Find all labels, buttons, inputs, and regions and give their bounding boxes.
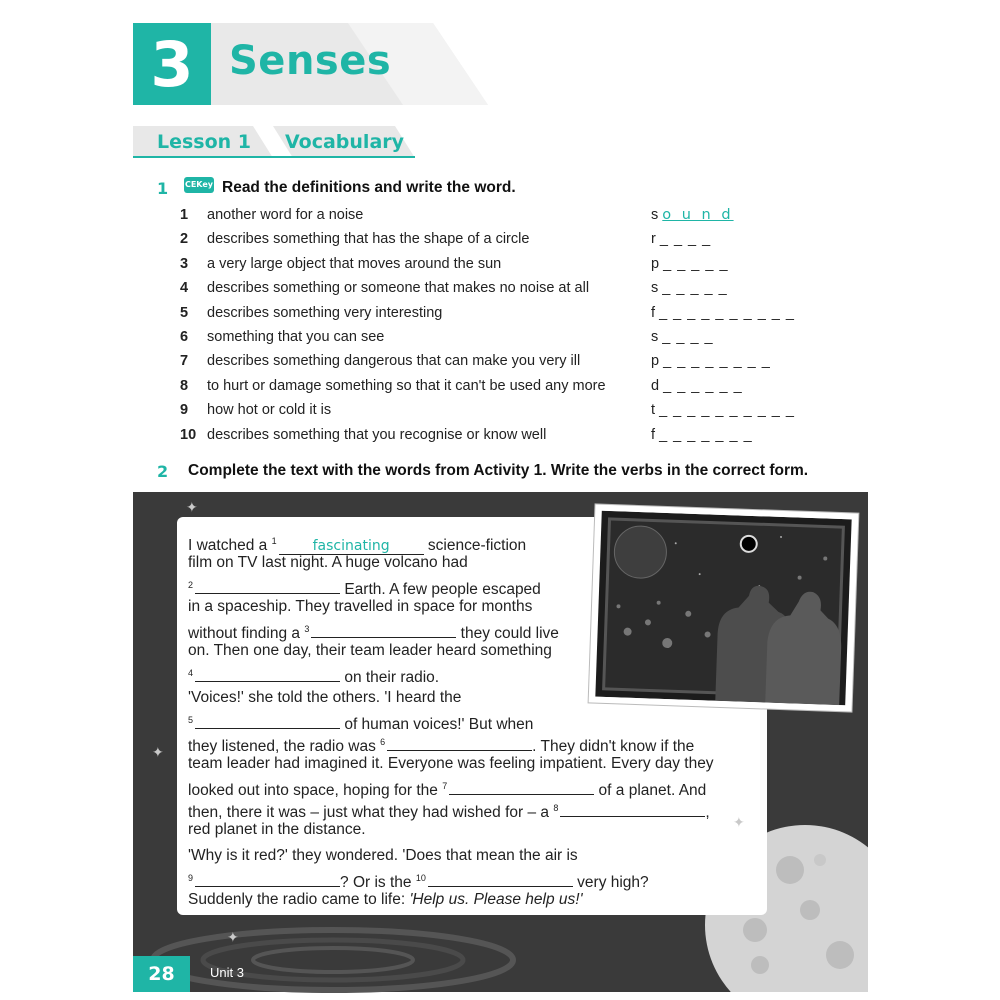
answer-field[interactable] xyxy=(651,427,753,449)
story-text-segment: team leader had imagined it. Everyone was feeling impatient. Every day they xyxy=(188,755,714,772)
activity-2-instruction: Complete the text with the words from Activity 1. Write the verbs in the correct form. xyxy=(188,462,809,479)
story-line xyxy=(188,596,532,618)
definition-item xyxy=(180,353,650,375)
story-line xyxy=(188,662,439,689)
answer-first-letter: p xyxy=(651,353,660,369)
lesson-label: Lesson 1 xyxy=(157,131,252,153)
story-line xyxy=(188,640,552,662)
item-number: 9 xyxy=(180,402,189,418)
answer-field[interactable] xyxy=(651,280,728,302)
unit-number: 3 xyxy=(150,28,194,101)
answer-first-letter: r xyxy=(651,231,656,247)
item-definition: describes something dangerous that can make you very ill xyxy=(207,353,581,369)
story-text-segment: ? Or is the xyxy=(340,874,412,891)
sparkle-icon: ✦ xyxy=(186,500,198,516)
gap-number: 6 xyxy=(380,737,386,747)
item-definition: to hurt or damage something so that it can't be used any more xyxy=(207,378,606,394)
gap-number: 8 xyxy=(553,803,559,813)
item-number: 4 xyxy=(180,280,189,296)
answer-blanks: _ _ _ _ _ _ _ _ _ _ xyxy=(659,402,795,418)
answer-blank-10[interactable] xyxy=(428,872,573,887)
item-definition: describes something that has the shape of a circle xyxy=(207,231,530,247)
answer-field[interactable] xyxy=(651,378,743,400)
gap-number: 3 xyxy=(304,624,310,634)
story-line xyxy=(188,753,714,775)
gap-number: 1 xyxy=(271,536,277,546)
answer-blanks: _ _ _ _ xyxy=(662,329,714,345)
answer-blank-3[interactable] xyxy=(311,623,456,638)
story-text-segment: without finding a xyxy=(188,625,301,642)
answer-first-letter: s xyxy=(651,329,659,345)
story-text-segment: red planet in the distance. xyxy=(188,821,366,838)
story-text-segment: on their radio. xyxy=(344,669,440,686)
definition-item xyxy=(180,427,650,449)
answer-blank-2[interactable] xyxy=(195,579,340,594)
item-definition: describes something that you recognise or know well xyxy=(207,427,547,443)
page-number: 28 xyxy=(133,956,190,992)
story-text-segment: 'Voices!' she told the others. 'I heard the xyxy=(188,689,462,706)
footer-unit-label: Unit 3 xyxy=(210,965,244,980)
answer-blanks: _ _ _ _ xyxy=(659,231,712,247)
answer-first-letter: f xyxy=(651,305,656,321)
answer-first-letter: t xyxy=(651,402,656,418)
answer-filled: o u n d xyxy=(662,207,734,223)
answer-field[interactable] xyxy=(651,207,734,229)
answer-blank-6[interactable] xyxy=(387,736,532,751)
ce-key-badge: CEKey xyxy=(184,177,214,193)
answer-first-letter: d xyxy=(651,378,660,394)
galaxy-swirl-decoration xyxy=(133,905,533,995)
item-number: 1 xyxy=(180,207,189,223)
activity-1-instruction: Read the definitions and write the word. xyxy=(222,179,516,196)
sparkle-icon: ✦ xyxy=(733,815,745,831)
gap-number: 7 xyxy=(442,781,448,791)
item-number: 8 xyxy=(180,378,189,394)
story-text-segment: in a spaceship. They travelled in space for months xyxy=(188,598,533,615)
answer-field[interactable] xyxy=(651,256,729,278)
answer-field[interactable] xyxy=(651,305,795,327)
story-line xyxy=(188,845,578,867)
answer-field[interactable] xyxy=(651,231,711,253)
answer-blanks: _ _ _ _ _ xyxy=(663,256,729,272)
answer-blank-7[interactable] xyxy=(449,780,594,795)
definition-item xyxy=(180,207,650,229)
item-number: 10 xyxy=(180,427,197,443)
story-line xyxy=(188,889,583,911)
story-line xyxy=(188,552,468,574)
item-number: 2 xyxy=(180,231,189,247)
definition-item xyxy=(180,378,650,400)
answer-field[interactable] xyxy=(651,402,795,424)
gap-number: 5 xyxy=(188,715,194,725)
story-text-segment: they listened, the radio was xyxy=(188,738,376,755)
story-text-segment: they could live xyxy=(460,625,559,642)
definition-item xyxy=(180,329,650,351)
answer-first-letter: f xyxy=(651,427,656,443)
story-line xyxy=(188,687,461,709)
answer-field[interactable] xyxy=(651,353,771,375)
answer-blanks: _ _ _ _ _ _ xyxy=(663,378,743,394)
story-text-segment: . They didn't know if the xyxy=(532,738,695,755)
story-text-segment: very high? xyxy=(577,874,649,891)
answer-first-letter: s xyxy=(651,280,659,296)
answer-blank-9[interactable] xyxy=(195,872,340,887)
unit-title: Senses xyxy=(229,38,392,84)
story-text-segment: Suddenly the radio came to life: xyxy=(188,891,406,908)
item-definition: a very large object that moves around the sun xyxy=(207,256,502,272)
story-text-segment: looked out into space, hoping for the xyxy=(188,782,438,799)
story-text-segment: then, there it was – just what they had wished for – a xyxy=(188,804,550,821)
item-definition: how hot or cold it is xyxy=(207,402,332,418)
story-text-segment: of a planet. And xyxy=(598,782,707,799)
gap-number: 2 xyxy=(188,580,194,590)
story-text-segment: film on TV last night. A huge volcano had xyxy=(188,554,468,571)
definition-item xyxy=(180,305,650,327)
answer-blank-1[interactable]: fascinating xyxy=(279,538,424,555)
story-line xyxy=(188,819,366,841)
story-text-segment: , xyxy=(705,804,710,821)
item-definition: something that you can see xyxy=(207,329,385,345)
item-definition: another word for a noise xyxy=(207,207,364,223)
answer-first-letter: s xyxy=(651,207,659,223)
answer-blanks: _ _ _ _ _ _ _ xyxy=(659,427,753,443)
answer-blank-5[interactable] xyxy=(195,714,340,729)
item-number: 7 xyxy=(180,353,189,369)
story-text-segment: of human voices!' But when xyxy=(344,716,534,733)
activity-2-number: 2 xyxy=(157,462,169,481)
space-illustration xyxy=(589,504,859,711)
astronauts-window-icon xyxy=(595,511,852,706)
definition-item xyxy=(180,231,650,253)
answer-field[interactable] xyxy=(651,329,714,351)
story-text-segment: science-fiction xyxy=(427,537,527,554)
item-number: 6 xyxy=(180,329,189,345)
lesson-topic: Vocabulary xyxy=(285,131,405,153)
gap-number: 4 xyxy=(188,668,194,678)
item-definition: describes something very interesting xyxy=(207,305,443,321)
answer-blank-4[interactable] xyxy=(195,667,340,682)
answer-blanks: _ _ _ _ _ xyxy=(662,280,728,296)
answer-first-letter: p xyxy=(651,256,660,272)
answer-blanks: _ _ _ _ _ _ _ _ _ _ xyxy=(659,305,795,321)
item-number: 3 xyxy=(180,256,189,272)
answer-blanks: _ _ _ _ _ _ _ _ xyxy=(663,353,771,369)
sparkle-icon: ✦ xyxy=(227,930,239,946)
story-text-segment: Earth. A few people escaped xyxy=(344,581,541,598)
definition-item xyxy=(180,402,650,424)
gap-number: 10 xyxy=(415,873,426,883)
item-definition: describes something or someone that makes no noise at all xyxy=(207,280,590,296)
item-number: 5 xyxy=(180,305,189,321)
gap-number: 9 xyxy=(188,873,194,883)
definition-item xyxy=(180,280,650,302)
definition-item xyxy=(180,256,650,278)
story-text-segment: 'Why is it red?' they wondered. 'Does that mean the air is xyxy=(188,847,578,864)
story-text-segment: I watched a xyxy=(188,537,268,554)
sparkle-icon: ✦ xyxy=(152,745,164,761)
activity-1-number: 1 xyxy=(157,179,169,198)
story-text-segment: 'Help us. Please help us!' xyxy=(409,891,583,908)
answer-blank-8[interactable] xyxy=(560,802,705,817)
story-text-segment: on. Then one day, their team leader heard something xyxy=(188,642,552,659)
